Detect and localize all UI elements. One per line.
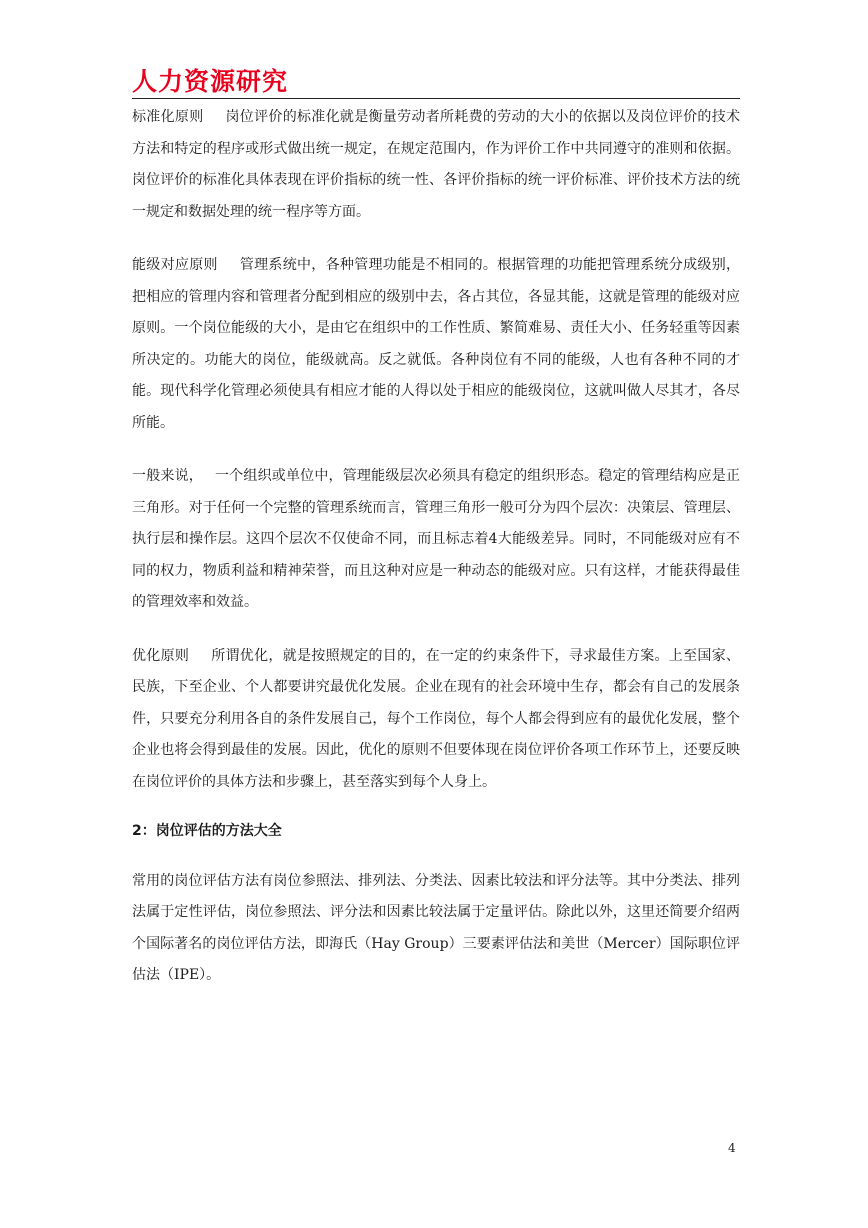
paragraph-general: [132, 461, 740, 619]
paragraph-lead: 标准化原则: [132, 109, 204, 125]
paragraph-level-correspondence: [132, 250, 740, 439]
paragraph-gap: [132, 848, 740, 866]
paragraph-methods: 常用的岗位评估方法有岗位参照法、排列法、分类法、因素比较法和评分法等。其中分类法、排列法属于定性评估，岗位参照法、评分法和因素比较法属于定量评估。除此以外，这里还简要介绍两个国际著名的岗位评估方法，即海氏（Hay Group）三要素评估法和美世（Mercer）国际职位评估法（IPE）。: [132, 872, 740, 983]
paragraph-optimization: [132, 641, 740, 799]
paragraph-gap: [132, 619, 740, 641]
page-header: [132, 58, 740, 99]
paragraph-text: 岗位评价的标准化就是衡量劳动者所耗费的劳动的大小的依据以及岗位评价的技术方法和特定的程序或形式做出统一规定，在规定范围内，作为评价工作中共同遵守的准则和依据。岗位评价的标准化具体表现在评价指标的统一性、各评价指标的统一评价标准、评价技术方法的统一规定和数据处理的统一程序等方面。: [132, 109, 740, 220]
paragraph-gap: [132, 228, 740, 250]
paragraph-gap: [132, 439, 740, 461]
paragraph-text: 管理系统中，各种管理功能是不相同的。根据管理的功能把管理系统分成级别，把相应的管理内容和管理者分配到相应的级别中去，各占其位，各显其能，这就是管理的能级对应原则。一个岗位能级的大小，是由它在组织中的工作性质、繁简难易、责任大小、任务轻重等因素所决定的。功能大的岗位，能级就高。反之就低。各种岗位有不同的能级，人也有各种不同的才能。现代科学化管理必须使具有相应才能的人得以处于相应的能级岗位，这就叫做人尽其才，各尽所能。: [132, 257, 741, 431]
page-number: 4: [728, 1141, 736, 1155]
paragraph-gap: [132, 798, 740, 816]
paragraph-text: 所谓优化，就是按照规定的目的，在一定的约束条件下，寻求最佳方案。上至国家、民族，下至企业、个人都要讲究最优化发展。企业在现有的社会环境中生存，都会有自己的发展条件，只要充分利用各自的条件发展自己，每个工作岗位，每个人都会得到应有的最优化发展，整个企业也将会得到最佳的发展。因此，优化的原则不但要体现在岗位评价各项工作环节上，还要反映在岗位评价的具体方法和步骤上，甚至落实到每个人身上。: [132, 647, 741, 790]
paragraph-lead: 一般来说，: [132, 468, 203, 484]
paragraph-text: 一个组织或单位中，管理能级层次必须具有稳定的组织形态。稳定的管理结构应是正三角形。对于任何一个完整的管理系统而言，管理三角形一般可分为四个层次：决策层、管理层、执行层和操作层。这四个层次不仅使命不同，而且标志着4大能级差异。同时，不同能级对应有不同的权力，物质利益和精神荣誉，而且这种对应是一种动态的能级对应。只有这样，才能获得最佳的管理效率和效益。: [132, 468, 741, 610]
section-heading: 2：岗位评估的方法大全: [132, 823, 282, 839]
paragraph-lead: 能级对应原则: [132, 257, 218, 273]
paragraph-standardization: [132, 102, 740, 228]
paragraph-lead: 优化原则: [132, 647, 190, 664]
document-body: [132, 102, 740, 992]
header-title: 人力资源研究: [132, 67, 289, 96]
